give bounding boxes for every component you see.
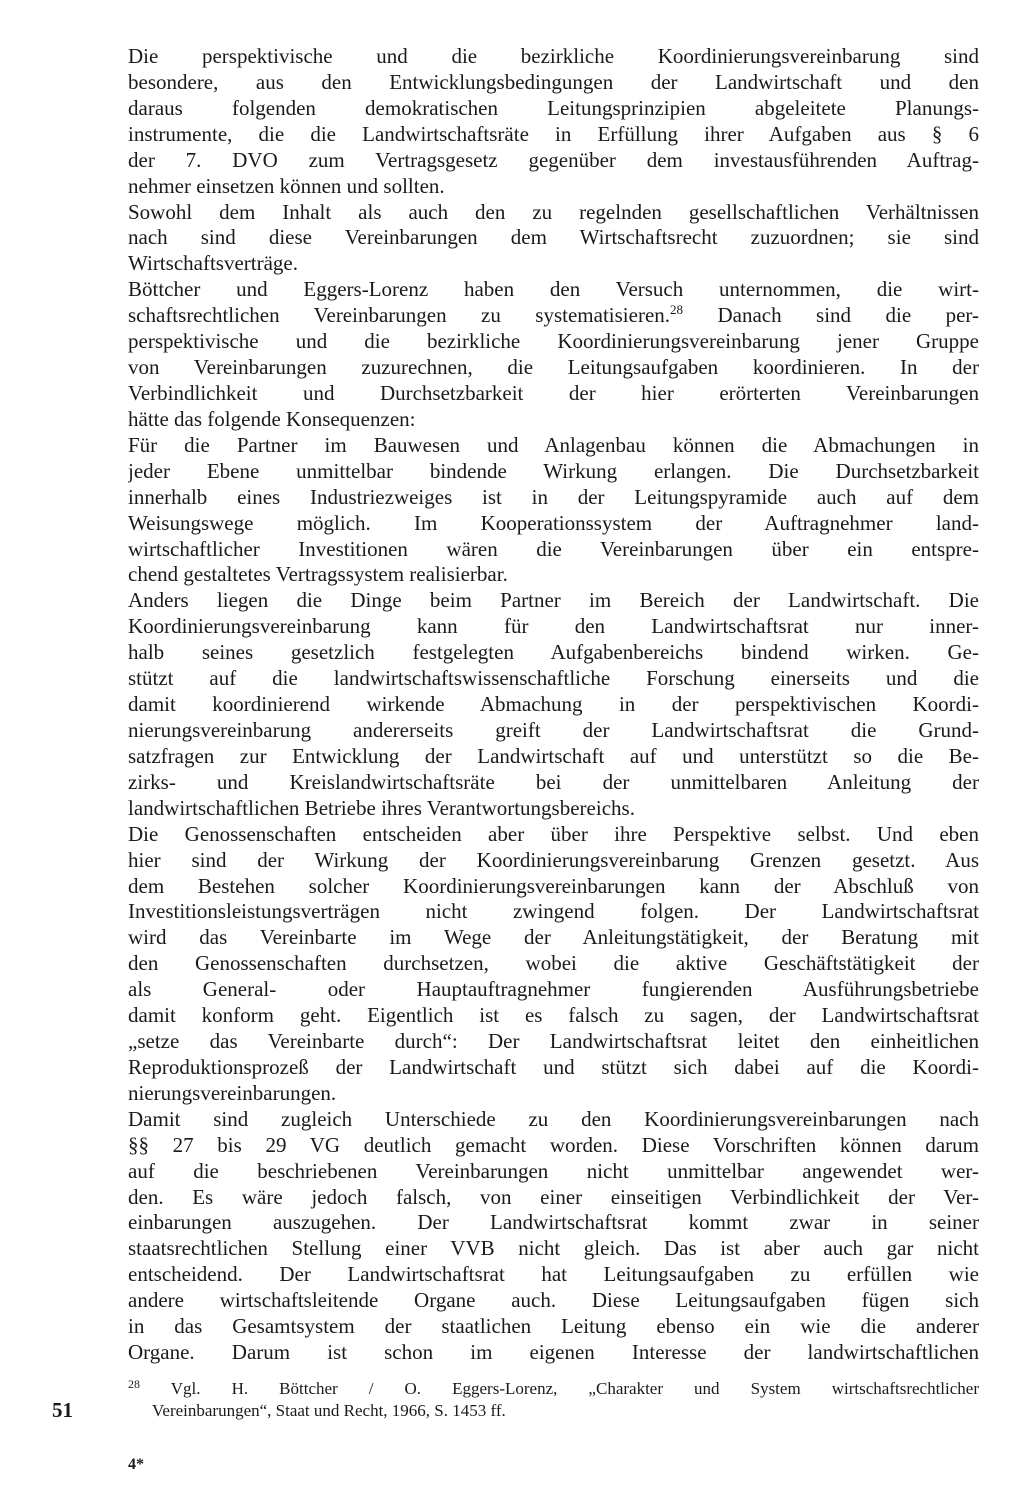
text-line: auf die beschriebenen Vereinbarungen nicht unmittelbar angewendet wer- [128,1158,979,1183]
text-line: Weisungswege möglich. Im Kooperationssystem der Auftragnehmer land- [128,510,979,535]
text-line: landwirtschaftlichen Betriebe ihres Verantwortungsbereichs. [128,795,635,820]
text-line: Organe. Darum ist schon im eigenen Interesse der landwirtschaftlichen [128,1340,979,1365]
body-text [128,44,979,1366]
text-line: stützt auf die landwirtschaftswissenschaftliche Forschung einerseits und die [128,666,979,691]
text-line: halb seines gesetzlich festgelegten Aufgabenbereichs bindend wirken. Ge- [128,640,979,665]
footnote-line [128,1378,979,1400]
text-line: den. Es wäre jedoch falsch, von einer einseitigen Verbindlichkeit der Ver- [128,1184,979,1209]
paragraph-6 [128,822,979,1107]
text-line: der 7. DVO zum Vertragsgesetz gegenüber dem investausführenden Auftrag- [128,147,979,172]
text-line: Verbindlichkeit und Durchsetzbarkeit der hier erörterten Vereinbarungen [128,380,979,405]
paragraph-7 [128,1107,979,1366]
text-line: damit konform geht. Eigentlich ist es falsch zu sagen, der Landwirtschaftsrat [128,1003,979,1028]
text-line: Böttcher und Eggers-Lorenz haben den Versuch unternommen, die wirt- [128,277,979,302]
text-segment: Danach sind die per- [683,303,979,328]
text-line: Die perspektivische und die bezirkliche Koordinierungsvereinbarung sind [128,44,979,68]
text-line: hätte das folgende Konsequenzen: [128,406,416,431]
text-line: §§ 27 bis 29 VG deutlich gemacht worden. Diese Vorschriften können darum [128,1132,979,1157]
text-line: besondere, aus den Entwicklungsbedingungen der Landwirtschaft und den [128,69,979,94]
page-number: 51 [52,1398,73,1422]
text-line: Reproduktionsprozeß der Landwirtschaft und stützt sich dabei auf die Koordi- [128,1054,979,1079]
text-line: perspektivische und die bezirkliche Koordinierungsvereinbarung jener Gruppe [128,329,979,354]
text-line: staatsrechtlichen Stellung einer VVB nicht gleich. Das ist aber auch gar nicht [128,1236,979,1261]
text-line: Wirtschaftsverträge. [128,251,298,276]
text-line: den Genossenschaften durchsetzen, wobei die aktive Geschäftstätigkeit der [128,951,979,976]
footnote-text: Vgl. H. Böttcher / O. Eggers-Lorenz, „Charakter und System wirtschaftsrechtlicher [170,1379,979,1398]
text-line: zirks- und Kreislandwirtschaftsräte bei der unmittelbaren Anleitung der [128,769,979,794]
text-line-with-footnote-ref [128,303,979,329]
text-line: entscheidend. Der Landwirtschaftsrat hat Leitungsaufgaben zu erfüllen wie [128,1262,979,1287]
text-line: Anders liegen die Dinge beim Partner im Bereich der Landwirtschaft. Die [128,588,979,613]
text-line: „setze das Vereinbarte durch“: Der Landwirtschaftsrat leitet den einheitlichen [128,1029,979,1054]
text-line: in das Gesamtsystem der staatlichen Leitung ebenso ein wie die anderer [128,1314,979,1339]
text-line: Damit sind zugleich Unterschiede zu den Koordinierungsvereinbarungen nach [128,1106,979,1131]
text-line: jeder Ebene unmittelbar bindende Wirkung erlangen. Die Durchsetzbarkeit [128,458,979,483]
text-line: wirtschaftlicher Investitionen wären die Vereinbarungen über ein entspre- [128,536,979,561]
paragraph-1 [128,44,979,200]
text-line: wird das Vereinbarte im Wege der Anleitungstätigkeit, der Beratung mit [128,925,979,950]
text-line: nierungsvereinbarung andererseits greift der Landwirtschaftsrat die Grund- [128,717,979,742]
text-line: chend gestaltetes Vertragssystem realisierbar. [128,562,508,587]
text-line: nach sind diese Vereinbarungen dem Wirtschaftsrecht zuzuordnen; sie sind [128,225,979,250]
footnote [128,1378,979,1422]
paragraph-4 [128,433,979,589]
text-line: nierungsvereinbarungen. [128,1080,337,1105]
text-line: Für die Partner im Bauwesen und Anlagenbau können die Abmachungen in [128,432,979,457]
text-line: Sowohl dem Inhalt als auch den zu regelnden gesellschaftlichen Verhältnissen [128,199,979,224]
text-line: Investitionsleistungsverträgen nicht zwingend folgen. Der Landwirtschaftsrat [128,899,979,924]
text-line: andere wirtschaftsleitende Organe auch. Diese Leitungsaufgaben fügen sich [128,1288,979,1313]
footnote-reference[interactable]: 28 [670,303,684,318]
text-line: hier sind der Wirkung der Koordinierungsvereinbarung Grenzen gesetzt. Aus [128,847,979,872]
paragraph-3 [128,277,979,433]
text-segment: schaftsrechtlichen Vereinbarungen zu systematisieren. [128,303,671,328]
text-line: Die Genossenschaften entscheiden aber über ihre Perspektive selbst. Und eben [128,821,979,846]
text-line: dem Bestehen solcher Koordinierungsvereinbarungen kann der Abschluß von [128,873,979,898]
paragraph-5 [128,588,979,821]
signature-mark: 4* [128,1456,144,1473]
text-line: instrumente, die die Landwirtschaftsräte in Erfüllung ihrer Aufgaben aus § 6 [128,121,979,146]
text-line: damit koordinierend wirkende Abmachung in der perspektivischen Koordi- [128,692,979,717]
text-line: als General- oder Hauptauftragnehmer fungierenden Ausführungsbetriebe [128,977,979,1002]
text-line: innerhalb eines Industriezweiges ist in der Leitungspyramide auch auf dem [128,484,979,509]
text-line: einbarungen auszugehen. Der Landwirtschaftsrat kommt zwar in seiner [128,1210,979,1235]
text-line: von Vereinbarungen zuzurechnen, die Leitungsaufgaben koordinieren. In der [128,355,979,380]
footnote-line: Vereinbarungen“, Staat und Recht, 1966, S. 1453 ff. [152,1401,506,1420]
footnote-number: 28 [128,1378,140,1391]
text-line: daraus folgenden demokratischen Leitungsprinzipien abgeleitete Planungs- [128,95,979,120]
text-line: Koordinierungsvereinbarung kann für den Landwirtschaftsrat nur inner- [128,614,979,639]
text-line: nehmer einsetzen können und sollten. [128,173,445,198]
text-line: satzfragen zur Entwicklung der Landwirtschaft auf und unterstützt so die Be- [128,743,979,768]
paragraph-2 [128,200,979,278]
